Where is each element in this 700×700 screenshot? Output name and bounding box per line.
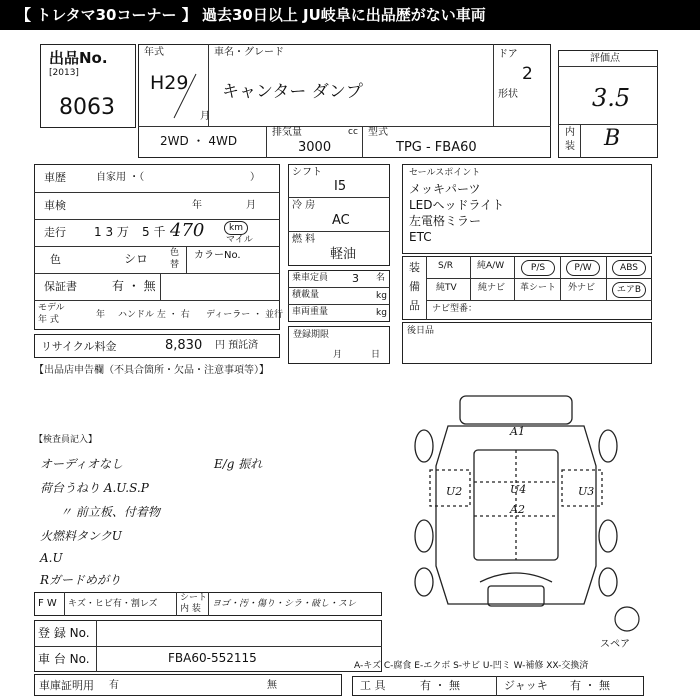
recycle-value: 8,830 — [165, 338, 203, 353]
mileage-man: 1 3 万 — [94, 225, 129, 239]
equip-navi: 純ナビ — [478, 283, 506, 293]
warranty-label: 保証書 — [44, 280, 77, 293]
weight-label: 車両重量 — [292, 307, 329, 317]
color-label: 色 — [50, 253, 61, 266]
fw-seat-label-2: 内 装 — [180, 604, 201, 614]
weight-unit: kg — [376, 308, 387, 318]
score-value: 3.5 — [592, 84, 631, 112]
reg-period-box — [288, 326, 390, 364]
drive-value: 2WD ・ 4WD — [160, 134, 238, 148]
inspection-month: 月 — [246, 200, 256, 211]
selling-point-3: 左電格ミラー — [409, 214, 482, 228]
recycle-box — [34, 334, 280, 358]
equip-leather: 革シート — [520, 283, 557, 293]
history-value: 自家用 ・（ — [96, 172, 145, 183]
recycle-unit: 円 預託済 — [215, 340, 259, 351]
selling-point-1: メッキパーツ — [409, 182, 481, 196]
damage-legend: A-キズ C-腐食 E-エクボ S-サビ U-凹ミ W-補修 XX-交換済 — [354, 661, 589, 671]
handle-side: ハンドル 左 ・ 右 — [118, 310, 190, 320]
chassis-label: 車 台 No. — [38, 652, 90, 666]
color-no-label: カラーNo. — [194, 250, 241, 261]
history-label: 車歴 — [44, 171, 66, 184]
banner — [0, 0, 700, 30]
fw-seat-values: ヨゴ・汚・傷り・シラ・破し・スレ — [212, 599, 357, 609]
note-right: E/g 振れ — [214, 457, 263, 471]
car-name-value: キャンター ダンプ — [222, 82, 363, 102]
selling-point-2: LEDヘッドライト — [409, 198, 505, 212]
vehicle-detail-box — [34, 164, 280, 330]
model-year-label-1: モデル — [38, 303, 65, 313]
car-name-label: 車名・グレード — [214, 47, 284, 58]
note-2: 荷台うねり A.U.S.P — [40, 481, 149, 495]
shift-label: シフト — [292, 167, 322, 178]
equipment-label-1: 装 — [409, 261, 420, 274]
mile-label: マイル — [226, 235, 253, 245]
displacement-label: 排気量 — [272, 127, 302, 138]
fuel-value: 軽油 — [330, 247, 357, 262]
warranty-value: 有 ・ 無 — [112, 279, 156, 293]
mark-a1: A1 — [510, 425, 525, 438]
model-year-year: 年 — [96, 310, 106, 320]
model-year-label-2: 年 式 — [38, 315, 59, 325]
recycle-label: リサイクル料金 — [41, 340, 117, 353]
load-unit: kg — [376, 291, 387, 301]
lot-label: 出品No. — [49, 49, 108, 67]
fuel-label: 燃 料 — [292, 234, 316, 245]
mileage-label: 走行 — [44, 226, 66, 239]
fw-label: F W — [38, 598, 57, 609]
displacement-value: 3000 — [298, 140, 332, 155]
lot-number: 8063 — [59, 95, 115, 120]
mileage-sen: 5 千 — [142, 225, 166, 239]
equipment-label-2: 備 — [409, 280, 420, 293]
later-items-label: 後日品 — [407, 326, 435, 336]
tools-label: 工 具 — [360, 679, 386, 692]
fw-seat-label-1: シート — [180, 593, 208, 603]
note-1: オーディオなし — [40, 457, 124, 471]
vehicle-diagram — [408, 386, 636, 618]
year-value: H29 — [150, 72, 189, 94]
chassis-value: FBA60-552115 — [168, 651, 257, 665]
cert-yes: 有 — [109, 680, 119, 691]
year-month: 月 — [200, 111, 210, 122]
color-change-1: 色 — [170, 248, 180, 258]
shape-label: 形状 — [498, 89, 518, 100]
aircon-value: AC — [332, 213, 350, 228]
note-6: Rガードめがり — [40, 573, 122, 587]
equipment-label-3: 品 — [409, 299, 420, 312]
navi-model-label: ナビ型番： — [432, 304, 478, 314]
interior-value: B — [604, 126, 621, 151]
selling-points-label: セールスポイント — [409, 168, 481, 178]
cert-box — [34, 674, 342, 696]
model-value: TPG - FBA60 — [396, 140, 477, 155]
km-indicator: km — [224, 221, 248, 235]
note-3: 〃 前立板、付着物 — [60, 505, 160, 519]
equip-pw: P/W — [566, 260, 600, 276]
mark-u4: U4 — [510, 483, 527, 496]
equip-aw: 純A/W — [477, 261, 505, 271]
year-label: 年式 — [144, 47, 164, 58]
mark-u2: U2 — [446, 485, 463, 498]
capacity-label: 乗車定員 — [292, 273, 329, 283]
equip-sr: S/R — [438, 261, 453, 271]
spare-tire-icon — [612, 604, 642, 634]
equip-airbag: エアB — [612, 282, 646, 298]
color-change-2: 替 — [170, 260, 180, 270]
selling-points-box — [402, 164, 652, 254]
capacity-unit: 名 — [376, 273, 386, 283]
history-close: ） — [250, 172, 260, 183]
doors-value: 2 — [522, 64, 533, 84]
model-label: 型式 — [368, 127, 388, 138]
note-4: 火燃料タンクU — [40, 529, 122, 543]
interior-label-1: 内 — [565, 127, 575, 138]
aircon-label: 冷 房 — [292, 200, 316, 211]
registration-label: 登 録 No. — [38, 626, 90, 640]
doors-label: ドア — [498, 49, 518, 60]
load-label: 積載量 — [292, 290, 320, 300]
inspection-year: 年 — [192, 200, 202, 211]
mark-u3: U3 — [578, 485, 595, 498]
fw-values: キズ・ヒビ有・割レズ — [68, 599, 158, 609]
spare-label: スペア — [600, 639, 630, 650]
dealer-import: ディーラー ・ 並行 — [206, 310, 284, 320]
later-items-box — [402, 322, 652, 364]
banner-text: 【 トレタマ30コーナー 】 過去30日以上 JU岐阜に出品歴がない車両 — [16, 6, 486, 24]
cert-no: 無 — [267, 680, 277, 691]
equip-tv: 純TV — [436, 283, 457, 293]
reg-period-label: 登録期限 — [293, 330, 330, 340]
tools-value: 有 ・ 無 — [420, 679, 460, 692]
equip-abs: ABS — [612, 260, 646, 276]
shift-value: I5 — [334, 179, 347, 194]
mileage-hand: 470 — [170, 220, 205, 241]
reg-period-day: 日 — [371, 350, 381, 360]
jack-value: 有 ・ 無 — [570, 679, 610, 692]
reg-period-month: 月 — [333, 350, 343, 360]
inspector-label: 【検査員記入】 — [34, 435, 98, 445]
selling-point-4: ETC — [409, 230, 432, 244]
capacity-value: 3 — [352, 272, 359, 285]
displacement-unit: cc — [348, 127, 358, 137]
lot-year-stamp: [2013] — [49, 68, 79, 78]
note-5: A.U — [40, 551, 63, 565]
jack-label: ジャッキ — [504, 679, 548, 692]
equip-ext-navi: 外ナビ — [568, 283, 596, 293]
declaration-label: 【出品店申告欄（不具合箇所・欠品・注意事項等）】 — [34, 365, 269, 376]
equip-ps: P/S — [521, 260, 555, 276]
year-slash — [170, 72, 200, 122]
lot-box — [40, 44, 136, 128]
color-value: シロ — [124, 252, 149, 266]
mark-a2: A2 — [510, 503, 525, 516]
inspection-label: 車検 — [44, 199, 66, 212]
cert-label: 車庫証明用 — [39, 679, 94, 692]
interior-label-2: 装 — [565, 141, 575, 152]
score-label: 評価点 — [590, 53, 620, 64]
